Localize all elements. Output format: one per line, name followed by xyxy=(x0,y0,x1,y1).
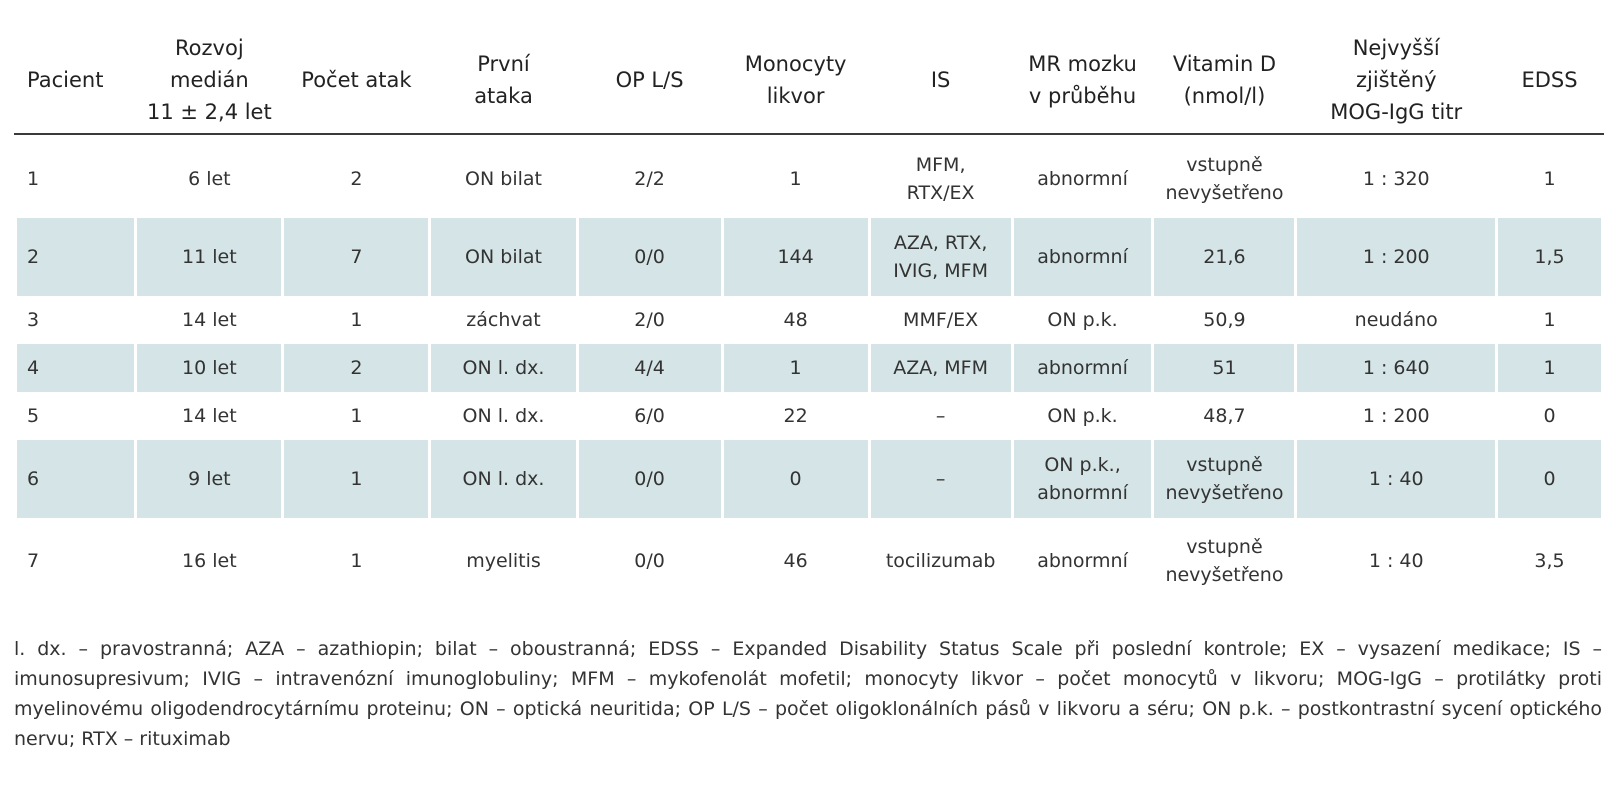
table-cell: 0/0 xyxy=(579,440,721,518)
table-cell: 1 xyxy=(27,168,40,190)
header-cell: OP L/S xyxy=(615,68,684,92)
table-cell: záchvat xyxy=(466,309,541,331)
table-cell: abnormní xyxy=(1014,218,1152,296)
header-row xyxy=(17,30,1601,138)
table-cell: 2 xyxy=(17,218,134,296)
table-cell: 51 xyxy=(1154,344,1294,392)
table-cell: 1 xyxy=(1543,309,1556,331)
table-cell: 5 xyxy=(27,405,40,427)
table-cell: 4/4 xyxy=(579,344,721,392)
table-cell: MFM, RTX/EX xyxy=(906,154,975,204)
table-cell: ON p.k. xyxy=(1047,405,1118,427)
table-cell: ON bilat xyxy=(465,168,542,190)
table-cell: 11 let xyxy=(137,218,281,296)
table-row xyxy=(17,140,1601,218)
table-cell: 48 xyxy=(783,309,808,331)
header-cell: První ataka xyxy=(474,52,533,108)
table-cell: 1 : 40 xyxy=(1368,550,1424,572)
table-cell: 10 let xyxy=(137,344,281,392)
table-cell: 4 xyxy=(17,344,134,392)
table-cell: tocilizumab xyxy=(885,550,996,572)
table-cell: 6 xyxy=(17,440,134,518)
table-cell: vstupně nevyšetřeno xyxy=(1165,154,1284,204)
table-cell: 16 let xyxy=(182,550,237,572)
patients-table xyxy=(14,30,1604,604)
table-cell: 1 xyxy=(284,440,428,518)
header-cell: Nejvyšší zjištěný MOG-IgG titr xyxy=(1330,36,1463,124)
header-cell: IS xyxy=(930,68,951,92)
table-row xyxy=(17,440,1601,518)
table-cell: ON l. dx. xyxy=(431,440,575,518)
header-cell: MR mozku v průběhu xyxy=(1028,52,1137,108)
table-cell: 2 xyxy=(284,344,428,392)
table-cell: 0 xyxy=(1498,440,1601,518)
table-cell: 1 xyxy=(1498,344,1601,392)
table-cell: 3 xyxy=(27,309,40,331)
table-cell: ON l. dx. xyxy=(462,405,545,427)
table-cell: 14 let xyxy=(182,309,237,331)
table-cell: vstupně nevyšetřeno xyxy=(1165,536,1284,586)
table-cell: vstupně nevyšetřeno xyxy=(1154,440,1294,518)
table-cell: 14 let xyxy=(182,405,237,427)
table-cell: 1 : 640 xyxy=(1297,344,1495,392)
table-cell: abnormní xyxy=(1014,344,1152,392)
table-cell: ON bilat xyxy=(431,218,575,296)
table-row xyxy=(17,344,1601,392)
table-cell: AZA, MFM xyxy=(871,344,1011,392)
table-cell: ON p.k., abnormní xyxy=(1014,440,1152,518)
table-cell: 144 xyxy=(724,218,868,296)
header-cell: Rozvoj medián 11 ± 2,4 let xyxy=(146,36,272,124)
table-cell: 1 xyxy=(789,168,802,190)
table-row xyxy=(17,392,1601,440)
table-body xyxy=(17,138,1601,604)
table-cell: neudáno xyxy=(1354,309,1438,331)
table-cell: 9 let xyxy=(137,440,281,518)
table-cell: 2/0 xyxy=(634,309,665,331)
table-cell: 2/2 xyxy=(634,168,665,190)
table-cell: 46 xyxy=(783,550,808,572)
table-cell: ON p.k. xyxy=(1047,309,1118,331)
table-cell: 1 xyxy=(350,309,363,331)
table-cell: 6/0 xyxy=(634,405,665,427)
header-cell: Počet atak xyxy=(301,68,412,92)
header-cell: Vitamin D (nmol/l) xyxy=(1172,52,1277,108)
table-cell: AZA, RTX, IVIG, MFM xyxy=(871,218,1011,296)
header-cell: EDSS xyxy=(1521,68,1578,92)
table-cell: 1,5 xyxy=(1498,218,1601,296)
table-cell: 21,6 xyxy=(1154,218,1294,296)
header-cell: Monocyty likvor xyxy=(744,52,847,108)
table-cell: 7 xyxy=(27,550,40,572)
table-cell: 1 : 40 xyxy=(1297,440,1495,518)
table-cell: 0/0 xyxy=(579,218,721,296)
table-cell: 48,7 xyxy=(1203,405,1246,427)
table-cell: 1 : 320 xyxy=(1362,168,1430,190)
table-cell: 1 xyxy=(724,344,868,392)
table-cell: – xyxy=(871,440,1011,518)
table-cell: 7 xyxy=(284,218,428,296)
table-cell: 1 xyxy=(350,405,363,427)
table-cell: 2 xyxy=(350,168,363,190)
table-cell: – xyxy=(935,405,946,427)
table-cell: ON l. dx. xyxy=(431,344,575,392)
table-cell: 0/0 xyxy=(634,550,665,572)
table-cell: abnormní xyxy=(1037,168,1128,190)
table-cell: 0 xyxy=(1543,405,1556,427)
header-rule xyxy=(14,133,1604,135)
table-cell: 1 : 200 xyxy=(1362,405,1430,427)
table-cell: myelitis xyxy=(466,550,541,572)
table-cell: MMF/EX xyxy=(903,309,979,331)
table-cell: 0 xyxy=(724,440,868,518)
table-cell: 1 xyxy=(350,550,363,572)
table-row xyxy=(17,296,1601,344)
table-cell: abnormní xyxy=(1037,550,1128,572)
table-cell: 50,9 xyxy=(1203,309,1246,331)
header-cell: Pacient xyxy=(27,68,104,92)
table-row xyxy=(17,518,1601,604)
table-cell: 3,5 xyxy=(1534,550,1565,572)
table-cell: 1 xyxy=(1543,168,1556,190)
table-cell: 22 xyxy=(783,405,808,427)
table-cell: 6 let xyxy=(188,168,231,190)
table-cell: 1 : 200 xyxy=(1297,218,1495,296)
footnote: l. dx. – pravostranná; AZA – azathiopin; bilat – oboustranná; EDSS – Expanded Disability Status Scale při poslední kontrole; EX – vysazení medikace; IS – imunosupresivum; IVIG – intravenózní imunoglobuliny; MFM – mykofenolát mofetil; monocyty likvor – počet monocytů v likvoru; MOG-IgG – protilátky proti myelinovému oligodendrocytárnímu proteinu; ON – optická neuritida; OP L/S – počet oligoklonálních pásů v likvoru a séru; ON p.k. – postkontrastní sycení optického nervu; RTX – rituximab xyxy=(14,638,1602,750)
table-row xyxy=(17,218,1601,296)
